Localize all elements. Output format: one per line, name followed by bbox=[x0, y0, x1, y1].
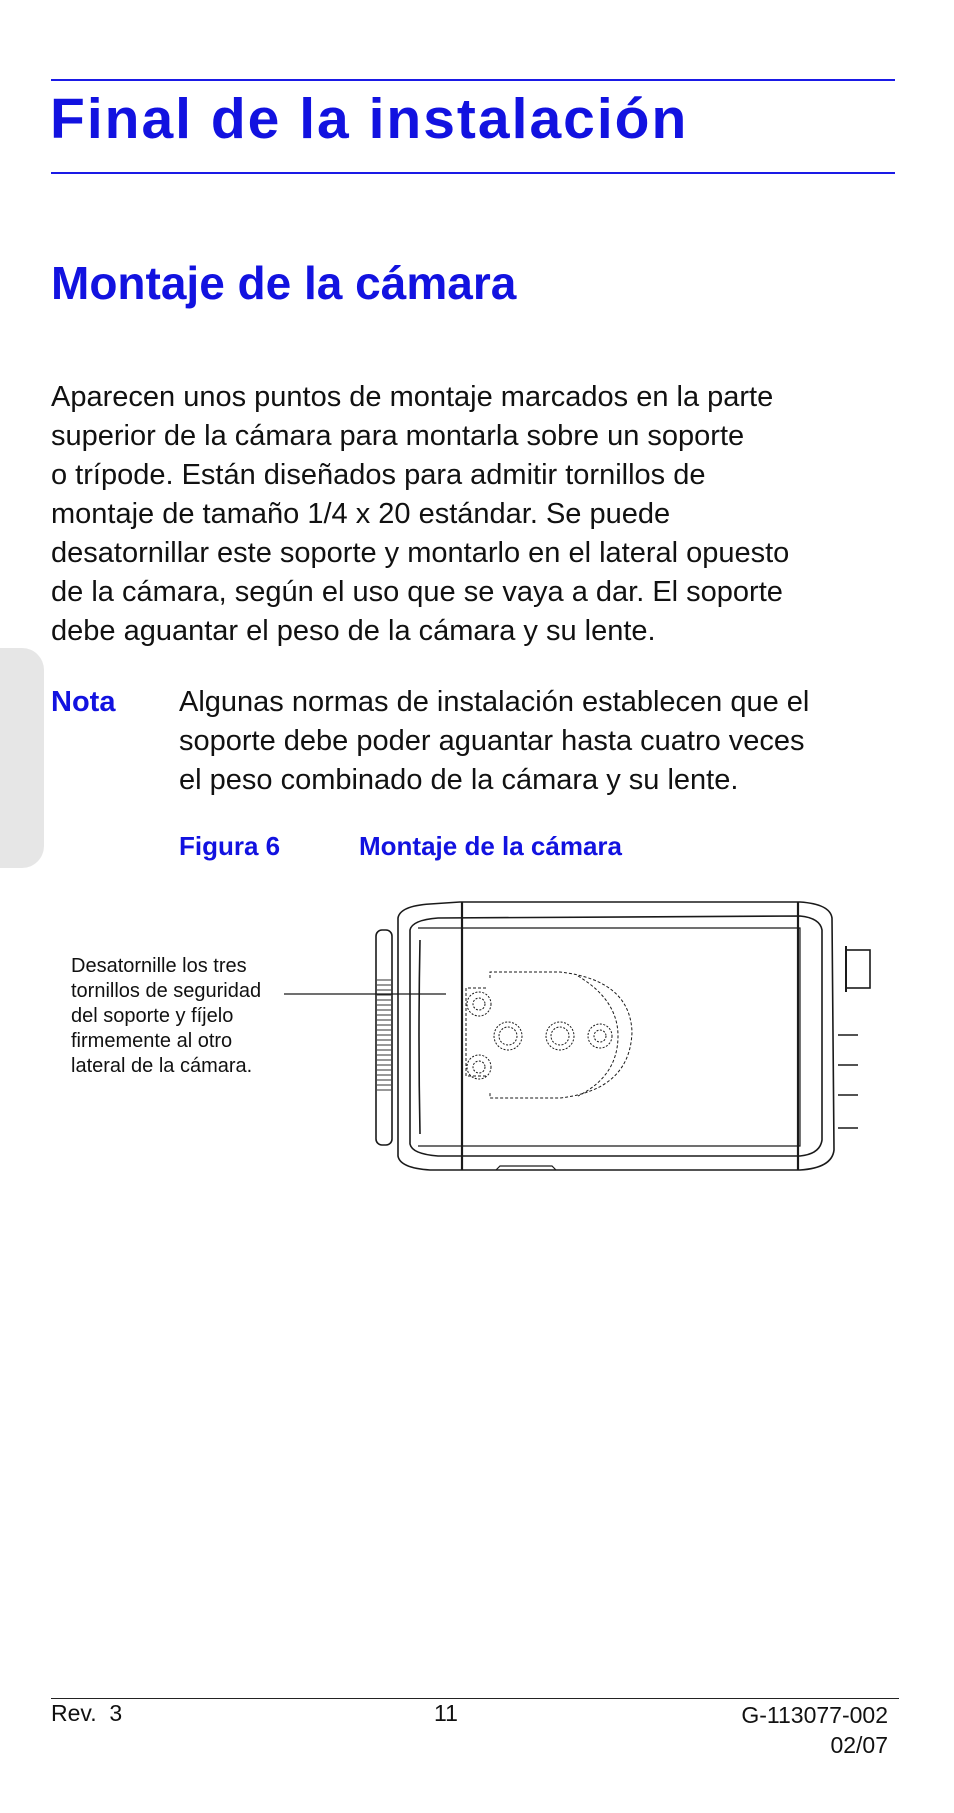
chapter-title: Final de la instalación bbox=[50, 87, 689, 151]
footer-doc-code: G-113077-002 bbox=[741, 1702, 888, 1728]
chapter-top-rule bbox=[51, 79, 895, 81]
lens-ring-ribs bbox=[377, 980, 391, 1090]
camera-top-view-icon bbox=[280, 890, 880, 1180]
lens-ring bbox=[376, 930, 392, 1145]
footer-date: 02/07 bbox=[830, 1732, 888, 1758]
section-title: Montaje de la cámara bbox=[51, 257, 517, 309]
footer-rule bbox=[51, 1698, 899, 1699]
callout-line: Desatornille los tres bbox=[71, 955, 247, 977]
callout-line: firmemente al otro bbox=[71, 1030, 233, 1052]
paragraph-line: desatornillar este soporte y montarlo en el lateral opuesto bbox=[51, 537, 790, 569]
note-label: Nota bbox=[51, 686, 116, 718]
camera-body-outline bbox=[398, 902, 834, 1170]
figure-caption: Montaje de la cámara bbox=[359, 831, 622, 861]
footer-page-number: 11 bbox=[434, 1700, 458, 1726]
body-paragraph bbox=[51, 378, 901, 651]
chapter-bottom-rule bbox=[51, 172, 895, 174]
figure-callout bbox=[71, 954, 291, 1079]
rear-connector bbox=[846, 950, 870, 988]
note-line: Algunas normas de instalación establecen que el bbox=[179, 686, 810, 718]
camera-body-inner bbox=[410, 916, 822, 1156]
paragraph-line: debe aguantar el peso de la cámara y su lente. bbox=[51, 615, 656, 647]
figure-number: Figura 6 bbox=[179, 831, 281, 861]
front-bezel-curve bbox=[419, 940, 420, 1134]
paragraph-line: montaje de tamaño 1/4 x 20 estándar. Se puede bbox=[51, 498, 671, 530]
footer-revision: Rev. 3 bbox=[51, 1700, 123, 1726]
callout-line: del soporte y fíjelo bbox=[71, 1005, 234, 1027]
side-thumb-tab bbox=[0, 648, 44, 868]
callout-line: tornillos de seguridad bbox=[71, 980, 262, 1002]
paragraph-line: de la cámara, según el uso que se vaya a dar. El soporte bbox=[51, 576, 783, 608]
bracket-screws bbox=[467, 992, 612, 1079]
footer-doc-info bbox=[741, 1700, 888, 1760]
note-text bbox=[179, 683, 899, 800]
paragraph-line: superior de la cámara para montarla sobre un soporte bbox=[51, 420, 745, 452]
paragraph-line: Aparecen unos puntos de montaje marcados en la parte bbox=[51, 381, 774, 413]
note-line: el peso combinado de la cámara y su lente. bbox=[179, 764, 739, 796]
top-panel bbox=[418, 928, 800, 1146]
paragraph-line: o trípode. Están diseñados para admitir tornillos de bbox=[51, 459, 706, 491]
mounting-bracket bbox=[466, 972, 632, 1098]
note-line: soporte debe poder aguantar hasta cuatro veces bbox=[179, 725, 805, 757]
callout-line: lateral de la cámara. bbox=[71, 1055, 253, 1077]
